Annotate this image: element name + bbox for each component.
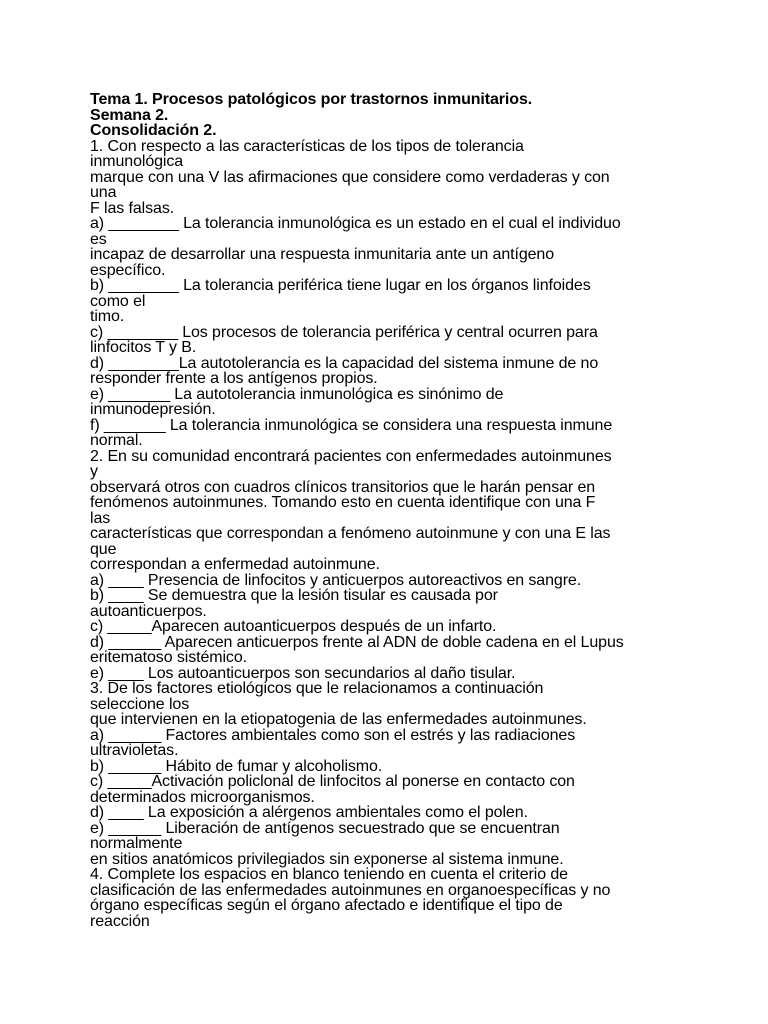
text-line: determinados microorganismos. <box>90 788 315 806</box>
text-line: específico. <box>90 261 166 279</box>
text-line: e) _______ La autotolerancia inmunológica es sinónimo de <box>90 385 504 403</box>
text-line: d) ______ Aparecen anticuerpos frente al ADN de doble cadena en el Lupus <box>90 633 624 651</box>
text-line: una <box>90 184 117 201</box>
text-line: marque con una V las afirmaciones que considere como verdaderas y con <box>90 168 610 186</box>
text-line: que <box>90 540 117 558</box>
text-line: c) ________ Los procesos de tolerancia periférica y central ocurren para <box>90 323 598 341</box>
text-line: d) ____ La exposición a alérgenos ambientales como el polen. <box>90 804 528 821</box>
text-line: ultravioletas. <box>90 742 179 759</box>
text-line: 4. Complete los espacios en blanco teniendo en cuenta el criterio de <box>90 866 568 883</box>
text-line: f) _______ La tolerancia inmunológica se considera una respuesta inmune <box>90 416 613 434</box>
text-line: órgano específicas según el órgano afectado e identifique el tipo de <box>90 897 563 914</box>
text-line: inmunológica <box>90 153 184 170</box>
text-line: eritematoso sistémico. <box>90 649 247 666</box>
document-body <box>90 92 680 929</box>
heading-line: Tema 1. Procesos patológicos por trastornos inmunitarios. <box>90 91 533 108</box>
text-line: a) ________ La tolerancia inmunológica es un estado en el cual el individuo <box>90 215 621 232</box>
text-line: normal. <box>90 432 143 449</box>
text-line: es <box>90 230 107 248</box>
text-line: a) ____ Presencia de linfocitos y anticuerpos autoreactivos en sangre. <box>90 571 582 589</box>
text-line: timo. <box>90 308 125 325</box>
text-line: b) ________ La tolerancia periférica tiene lugar en los órganos linfoides <box>90 277 591 294</box>
heading-line: Semana 2. <box>90 106 169 124</box>
text-line: reacción <box>90 912 150 930</box>
text-line: incapaz de desarrollar una respuesta inmunitaria ante un antígeno <box>90 246 555 263</box>
text-line: 2. En su comunidad encontrará pacientes con enfermedades autoinmunes <box>90 447 612 465</box>
text-line: fenómenos autoinmunes. Tomando esto en cuenta identifique con una F <box>90 494 596 511</box>
text-line: d) ________La autotolerancia es la capacidad del sistema inmune de no <box>90 354 599 372</box>
text-line: responder frente a los antígenos propios. <box>90 370 378 387</box>
text-line: clasificación de las enfermedades autoinmunes en organoespecíficas y no <box>90 881 611 899</box>
text-line: autoanticuerpos. <box>90 602 207 620</box>
text-line: las <box>90 509 111 527</box>
text-line: observará otros con cuadros clínicos transitorios que le harán pensar en <box>90 478 596 496</box>
text-line: c) _____Activación policlonal de linfocitos al ponerse en contacto con <box>90 773 575 790</box>
text-line: 3. De los factores etiológicos que le relacionamos a continuación <box>90 680 544 697</box>
text-line: características que correspondan a fenómeno autoinmune y con una E las <box>90 525 611 542</box>
text-line: seleccione los <box>90 695 190 713</box>
text-line: F las falsas. <box>90 199 175 217</box>
text-line: b) ____ Se demuestra que la lesión tisular es causada por <box>90 587 498 604</box>
text-line: inmunodepresión. <box>90 401 216 418</box>
text-line: que intervienen en la etiopatogenia de las enfermedades autoinmunes. <box>90 711 587 728</box>
text-line: linfocitos T y B. <box>90 339 197 356</box>
text-line: c) _____Aparecen autoanticuerpos después de un infarto. <box>90 618 497 635</box>
text-line: normalmente <box>90 835 183 852</box>
text-line: en sitios anatómicos privilegiados sin exponerse al sistema inmune. <box>90 850 564 868</box>
text-line: como el <box>90 292 146 310</box>
text-line: y <box>90 463 98 480</box>
heading-line: Consolidación 2. <box>90 122 217 139</box>
text-line: 1. Con respecto a las características de los tipos de tolerancia <box>90 137 524 155</box>
text-line: correspondan a enfermedad autoinmune. <box>90 556 380 573</box>
text-line: b) ______ Hábito de fumar y alcoholismo. <box>90 757 383 775</box>
text-line: e) ______ Liberación de antígenos secuestrado que se encuentran <box>90 819 560 837</box>
text-line: a) ______ Factores ambientales como son el estrés y las radiaciones <box>90 726 576 744</box>
text-line: e) ____ Los autoanticuerpos son secundarios al daño tisular. <box>90 664 516 682</box>
